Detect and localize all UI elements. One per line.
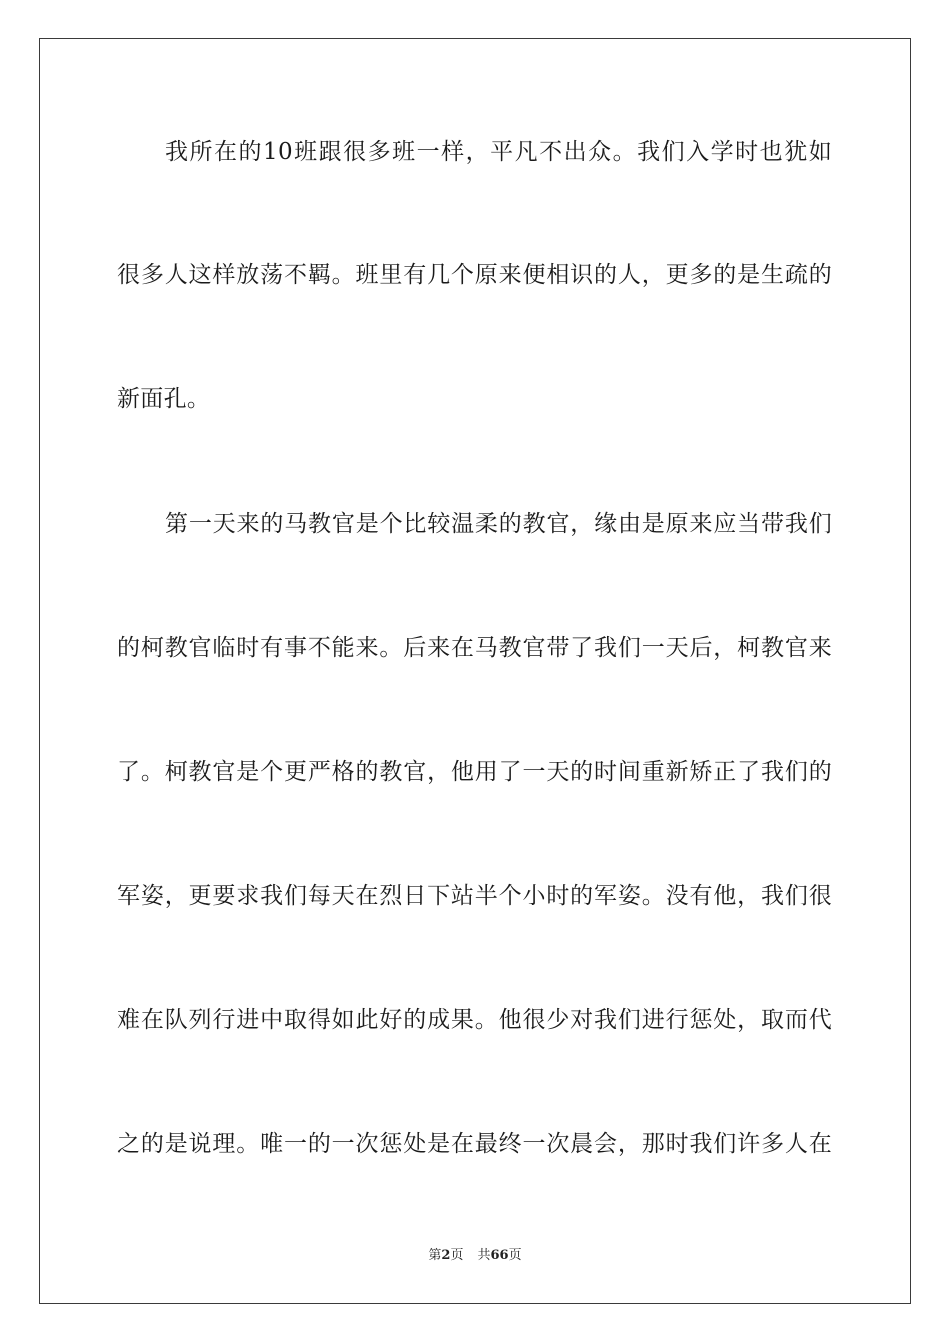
paragraph-1-line-3: 新面孔。 xyxy=(117,386,211,412)
paragraph-1-line-1: 我所在的10班跟很多班一样，平凡不出众。我们入学时也犹如 xyxy=(165,139,832,165)
page-suffix: 页 xyxy=(450,1248,464,1263)
paragraph-2-line-5: 难在队列行进中取得如此好的成果。他很少对我们进行惩处，取而代 xyxy=(117,1007,832,1033)
total-suffix: 页 xyxy=(508,1248,522,1263)
total-prefix: 共 xyxy=(477,1248,491,1263)
paragraph-2-line-4: 军姿，更要求我们每天在烈日下站半个小时的军姿。没有他，我们很 xyxy=(117,883,832,909)
paragraph-2-line-2: 的柯教官临时有事不能来。后来在马教官带了我们一天后，柯教官来 xyxy=(117,635,832,661)
paragraph-2-line-1: 第一天来的马教官是个比较温柔的教官，缘由是原来应当带我们 xyxy=(165,511,832,537)
page-footer xyxy=(0,1247,950,1265)
page-number: 2 xyxy=(441,1248,451,1263)
page-prefix: 第 xyxy=(428,1248,442,1263)
paragraph-2-line-3: 了。柯教官是个更严格的教官，他用了一天的时间重新矫正了我们的 xyxy=(117,759,832,785)
page-border xyxy=(39,38,911,1304)
paragraph-1-line-2: 很多人这样放荡不羁。班里有几个原来便相识的人，更多的是生疏的 xyxy=(117,262,832,288)
paragraph-2-line-6: 之的是说理。唯一的一次惩处是在最终一次晨会，那时我们许多人在 xyxy=(117,1131,832,1157)
total-pages: 66 xyxy=(490,1248,509,1263)
